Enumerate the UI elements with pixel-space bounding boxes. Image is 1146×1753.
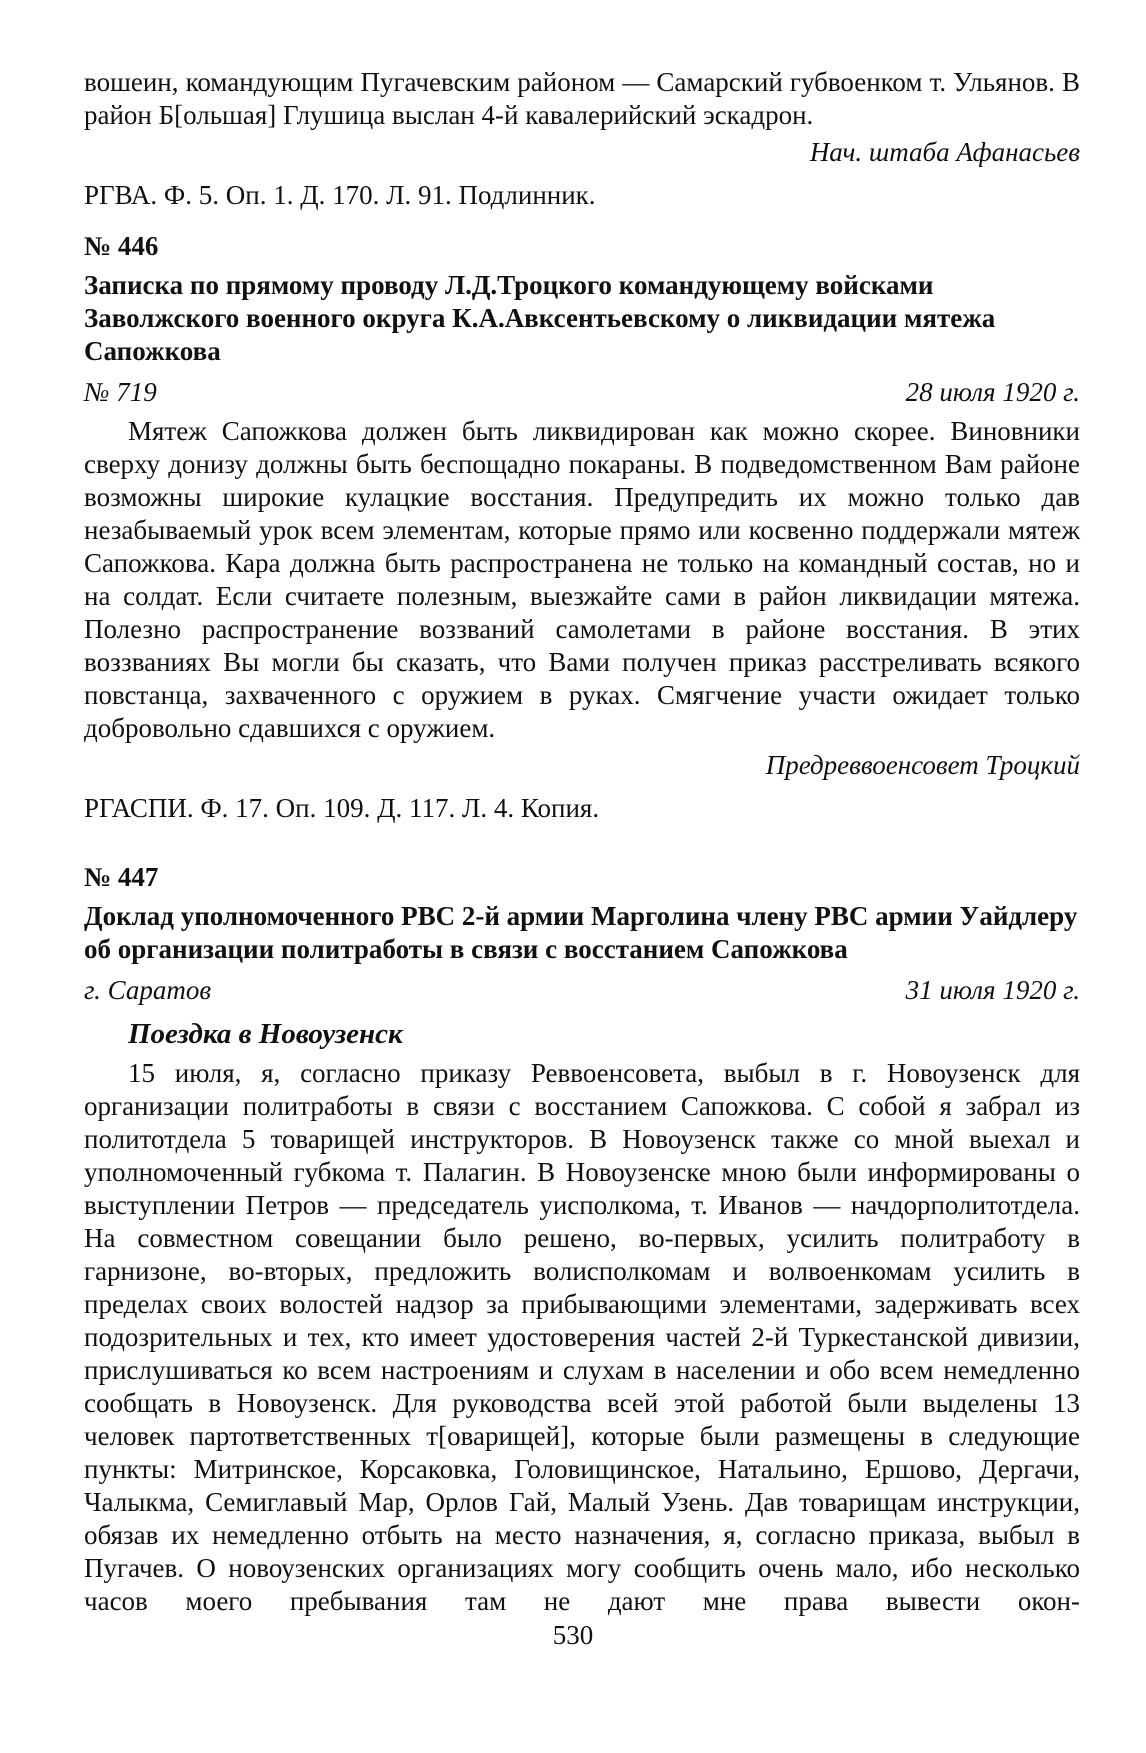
page-number: 530 <box>552 1620 594 1650</box>
top-archive-reference: РГВА. Ф. 5. Оп. 1. Д. 170. Л. 91. Подлинник. <box>84 180 596 210</box>
doc-447-meta <box>84 974 1080 1007</box>
top-signature: Нач. штаба Афанасьев <box>809 137 1080 167</box>
top-paragraph: вошеин, командующим Пугачевским районом — Самарский губвоенком т. Ульянов. В район Б[ольшая] Глушица выслан 4-й кавалерийский эскадрон. <box>84 67 1080 130</box>
document-page <box>84 66 1080 1618</box>
doc-446-signature: Предреввоенсовет Троцкий <box>765 750 1080 780</box>
doc-446-ref: № 719 <box>84 377 157 407</box>
doc-446-date: 28 июля 1920 г. <box>905 377 1080 407</box>
doc-446-title: Записка по прямому проводу Л.Д.Троцкого командующему войсками Заволжского военного округа К.А.Авксентьевскому о ликвидации мятежа Сапожкова <box>84 270 996 366</box>
doc-446-body: Мятеж Сапожкова должен быть ликвидирован как можно скорее. Виновники сверху донизу должны быть беспощадно покараны. В подведомственном Вам районе возможны широкие кулацкие восстания. Предупредить их можно только дав незабываемый урок всем элементам, которые прямо или косвенно поддержали мятеж Сапожкова. Кара должна быть распространена не только на командный состав, но и на солдат. Если считаете полезным, выезжайте сами в район ликвидации мятежа. Полезно распространение воззваний самолетами в районе восстания. В этих воззваниях Вы могли бы сказать, что Вами получен приказ расстреливать всякого повстанца, захваченного с оружием в руках. Смягчение участи ожидает только добровольно сдавшихся с оружием. <box>84 416 1080 743</box>
doc-447-title: Доклад уполномоченного РВС 2-й армии Марголина члену РВС армии Уайдлеру об организации политработы в связи с восстанием Сапожкова <box>84 901 1078 964</box>
doc-446-meta <box>84 376 1080 409</box>
doc-447-subheading: Поездка в Новоузенск <box>128 1018 403 1050</box>
doc-447-number: № 447 <box>84 862 159 892</box>
doc-447-body: 15 июля, я, согласно приказу Реввоенсовета, выбыл в г. Новоузенск для организации политработы в связи с восстанием Сапожкова. С собой я забрал из политотдела 5 товарищей инструкторов. В Новоузенск также со мной выехал и уполномоченный губкома т. Палагин. В Новоузенске мною были информированы о выступлении Петров — председатель уисполкома, т. Иванов — начдорполитотдела. На совместном совещании было решено, во-первых, усилить политработу в гарнизоне, во-вторых, предложить волисполкомам и волвоенкомам усилить в пределах своих волостей надзор за прибывающими элементами, задерживать всех подозрительных и тех, кто имеет удостоверения частей 2-й Туркестанской дивизии, прислушиваться ко всем настроениям и слухам в населении и обо всем немедленно сообщать в Новоузенск. Для руководства всей этой работой были выделены 13 человек партответственных т[оварищей], которые были размещены в следующие пункты: Митринское, Корсаковка, Головищинское, Натальино, Ершово, Дергачи, Чалыкма, Семиглавый Мар, Орлов Гай, Малый Узень. Дав товарищам инструкции, обязав их немедленно отбыть на место назначения, я, согласно приказа, выбыл в Пугачев. О новоузенских организациях могу сообщить очень мало, ибо несколько часов моего пребывания там не дают мне права вывести окон- <box>84 1058 1080 1616</box>
doc-447-place: г. Саратов <box>84 975 212 1005</box>
doc-446-number: № 446 <box>84 231 159 261</box>
doc-446-archive-reference: РГАСПИ. Ф. 17. Оп. 109. Д. 117. Л. 4. Копия. <box>84 793 600 823</box>
doc-447-date: 31 июля 1920 г. <box>905 975 1080 1005</box>
